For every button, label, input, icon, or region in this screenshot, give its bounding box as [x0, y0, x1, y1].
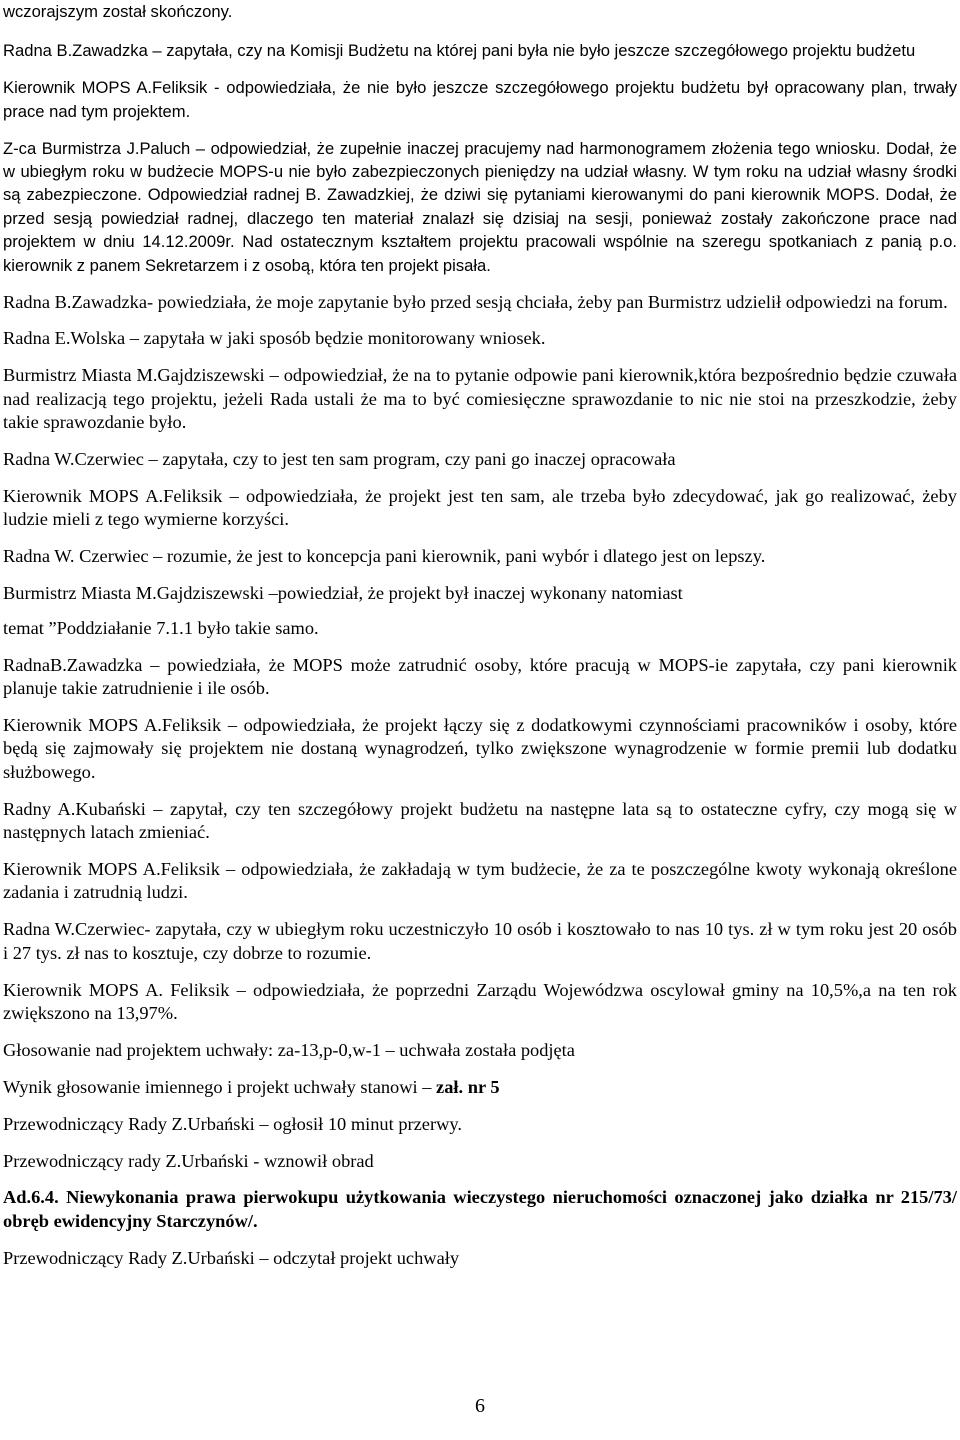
paragraph: Radna B.Zawadzka – zapytała, czy na Komisji Budżetu na której pani była nie było jeszcze szczegółowego projektu budżetu	[3, 41, 916, 61]
paragraph: Radna W.Czerwiec- zapytała, czy w ubiegłym roku uczestniczyło 10 osób i kosztowało to nas 10 tys. zł w tym roku jest 20 osób i 27 tys. zł nas to kosztuje, czy dobrze to rozumie.	[3, 919, 957, 963]
paragraph: Kierownik MOPS A.Feliksik – odpowiedziała, że zakładają w tym budżecie, że za te poszczególne kwoty wykonają określone zadania i zatrudnią ludzi.	[3, 858, 957, 903]
paragraph: Z-ca Burmistrza J.Paluch – odpowiedział, że zupełnie inaczej pracujemy nad harmonogramem złożenia tego wniosku. Dodał, że w ubiegłym roku w budżecie MOPS-u nie było zabezpieczonych pieniędzy na udział własny. W tym roku na udział własny środki są zabezpieczone. Odpowiedział radnej B. Zawadzkiej, że dziwi się pytaniami kierowanymi do pani kierownik MOPS. Dodał, że przed sesją powiedział radnej, dlaczego ten materiał znalazł się dzisiaj na sesji, ponieważ zostały zakończone prace nad projektem w dniu 14.12.2009r. Nad ostatecznym kształtem projektu pracowali wspólnie na szeregu spotkaniach z panią p.o. kierownik z panem Sekretarzem i z osobą, która ten projekt pisała.	[3, 138, 957, 275]
paragraph: Przewodniczący Rady Z.Urbański – ogłosił 10 minut przerwy.	[3, 1113, 462, 1134]
vote-result	[3, 1076, 957, 1099]
paragraph: Przewodniczący Rady Z.Urbański – odczytał projekt uchwały	[3, 1247, 460, 1268]
paragraph: Głosowanie nad projektem uchwały: za-13,p-0,w-1 – uchwała została podjęta	[3, 1039, 575, 1060]
paragraph: Radna E.Wolska – zapytała w jaki sposób będzie monitorowany wniosek.	[3, 328, 546, 349]
paragraph: Radny A.Kubański – zapytał, czy ten szczegółowy projekt budżetu na następne lata są to ostateczne cyfry, czy mogą się w następnych latach zmieniać.	[3, 798, 957, 842]
paragraph: Kierownik MOPS A.Feliksik - odpowiedziała, że nie było jeszcze szczegółowego projektu budżetu był opracowany plan, trwały prace nad tym projektem.	[3, 78, 957, 121]
paragraph: Radna B.Zawadzka- powiedziała, że moje zapytanie było przed sesją chciała, żeby pan Burmistrz udzielił odpowiedzi na forum.	[3, 291, 948, 312]
attachment-reference: zał. nr 5	[436, 1076, 500, 1097]
paragraph: Kierownik MOPS A. Feliksik – odpowiedziała, że poprzedni Zarządu Wojewódzwa oscylował gminy na 10,5%,a na ten rok zwiększono na 13,97%.	[3, 979, 957, 1023]
vote-result-text: Wynik głosowanie imiennego i projekt uchwały stanowi –	[3, 1076, 437, 1097]
agenda-item-heading: Ad.6.4. Niewykonania prawa pierwokupu użytkowania wieczystego nieruchomości oznaczonej jako działka nr 215/73/ obręb ewidencyjny Starczynów/.	[3, 1187, 957, 1231]
paragraph: Burmistrz Miasta M.Gajdziszewski – odpowiedział, że na to pytanie odpowie pani kierownik,która bezpośrednio będzie czuwała nad realizacją tego projektu, jeżeli Rada ustali że ma to być comiesięczne sprawozdanie to nic nie stoi na przeszkodzie, żeby takie sprawozdanie było.	[3, 365, 957, 433]
paragraph: RadnaB.Zawadzka – powiedziała, że MOPS może zatrudnić osoby, które pracują w MOPS-ie zapytała, czy pani kierownik planuje takie zatrudnienie i ile osób.	[3, 654, 957, 698]
paragraph: Radna W. Czerwiec – rozumie, że jest to koncepcja pani kierownik, pani wybór i dlatego jest on lepszy.	[3, 546, 766, 567]
paragraph: wczorajszym został skończony.	[3, 2, 233, 21]
paragraph: Radna W.Czerwiec – zapytała, czy to jest ten sam program, czy pani go inaczej opracowała	[3, 449, 676, 470]
paragraph: temat ”Poddziałanie 7.1.1 było takie samo.	[3, 617, 319, 638]
paragraph: Burmistrz Miasta M.Gajdziszewski –powiedział, że projekt był inaczej wykonany natomiast	[3, 583, 683, 604]
document-page	[3, 0, 957, 1284]
page-number: 6	[475, 1395, 485, 1417]
paragraph: Przewodniczący rady Z.Urbański - wznowił obrad	[3, 1150, 374, 1171]
paragraph: Kierownik MOPS A.Feliksik – odpowiedziała, że projekt łączy się z dodatkowymi czynnościami pracowników i osoby, które będą się zajmowały się projektem nie dostaną wynagrodzeń, tylko zwiększone wynagrodzenie w formie premii lub dodatku służbowego.	[3, 714, 957, 782]
paragraph: Kierownik MOPS A.Feliksik – odpowiedziała, że projekt jest ten sam, ale trzeba było zdecydować, jak go realizować, żeby ludzie mieli z tego wymierne korzyści.	[3, 486, 957, 530]
